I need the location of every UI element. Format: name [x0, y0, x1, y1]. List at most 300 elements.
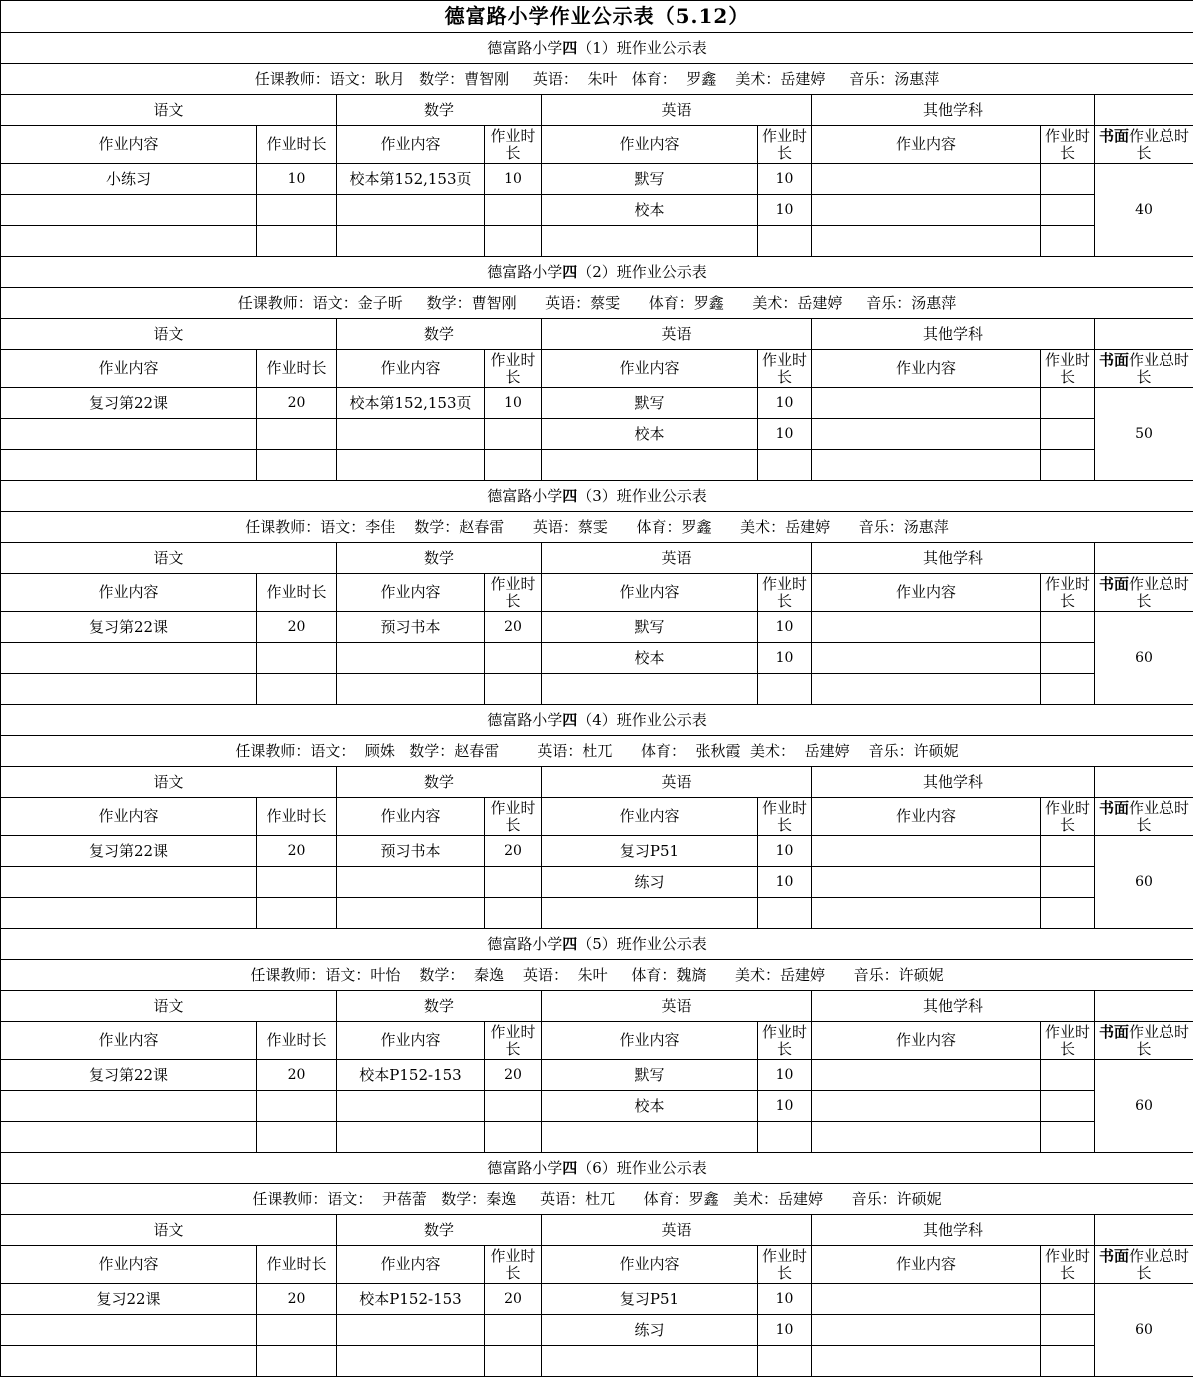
subject-header-yingyu: 英语 — [542, 991, 812, 1022]
cell-qita-content — [812, 836, 1041, 867]
table-row — [1, 164, 1193, 195]
cell-shuxue-duration — [485, 867, 542, 898]
cell-yuwen-duration — [257, 674, 337, 705]
class-title — [1, 481, 1193, 512]
col-header-duration: 作业时长 — [1041, 1022, 1095, 1060]
cell-yingyu-content: 练习 — [542, 867, 758, 898]
subject-header-qita: 其他学科 — [812, 95, 1095, 126]
cell-yuwen-content: 复习第22课 — [1, 612, 257, 643]
col-header-duration: 作业时长 — [257, 1246, 337, 1284]
cell-qita-duration — [1041, 450, 1095, 481]
subject-header-blank — [1095, 991, 1193, 1022]
cell-qita-content — [812, 643, 1041, 674]
cell-yuwen-content — [1, 643, 257, 674]
cell-yuwen-duration — [257, 1122, 337, 1153]
cell-qita-duration — [1041, 1284, 1095, 1315]
cell-shuxue-duration — [485, 674, 542, 705]
col-header-content: 作业内容 — [812, 126, 1041, 164]
cell-yingyu-duration: 10 — [758, 1091, 812, 1122]
col-header-duration: 作业时长 — [485, 574, 542, 612]
cell-qita-content — [812, 1091, 1041, 1122]
class-title-suffix: （4）班作业公示表 — [577, 711, 707, 729]
col-header-duration: 作业时长 — [758, 350, 812, 388]
cell-shuxue-content — [337, 898, 485, 929]
cell-yuwen-content: 复习第22课 — [1, 836, 257, 867]
col-header-content: 作业内容 — [1, 126, 257, 164]
table-row — [1, 450, 1193, 481]
col-header-content: 作业内容 — [337, 350, 485, 388]
cell-yingyu-content: 复习P51 — [542, 836, 758, 867]
cell-yingyu-duration: 10 — [758, 164, 812, 195]
total-label-bold: 书面 — [1099, 575, 1129, 593]
cell-qita-content — [812, 450, 1041, 481]
cell-yuwen-content: 复习第22课 — [1, 1060, 257, 1091]
cell-shuxue-content — [337, 419, 485, 450]
col-header-content: 作业内容 — [337, 1022, 485, 1060]
cell-yuwen-content — [1, 898, 257, 929]
cell-qita-duration — [1041, 1346, 1095, 1377]
cell-qita-content — [812, 1284, 1041, 1315]
cell-yingyu-content — [542, 898, 758, 929]
col-header-duration: 作业时长 — [1041, 350, 1095, 388]
subject-header-blank — [1095, 543, 1193, 574]
class-title-grade: 四 — [562, 487, 577, 505]
cell-shuxue-duration — [485, 643, 542, 674]
class-title — [1, 1153, 1193, 1184]
cell-shuxue-content: 预习书本 — [337, 836, 485, 867]
cell-qita-duration — [1041, 195, 1095, 226]
teachers-row — [1, 736, 1193, 767]
cell-shuxue-duration — [485, 1091, 542, 1122]
cell-qita-duration — [1041, 1315, 1095, 1346]
cell-shuxue-content: 校本第152,153页 — [337, 164, 485, 195]
col-header-content: 作业内容 — [542, 798, 758, 836]
cell-qita-duration — [1041, 836, 1095, 867]
table-row — [1, 867, 1193, 898]
col-header-duration: 作业时长 — [1041, 126, 1095, 164]
subject-header-yingyu: 英语 — [542, 95, 812, 126]
cell-yuwen-content — [1, 1122, 257, 1153]
table-row — [1, 388, 1193, 419]
cell-yingyu-duration: 10 — [758, 419, 812, 450]
cell-shuxue-duration — [485, 450, 542, 481]
col-header-duration: 作业时长 — [485, 350, 542, 388]
cell-shuxue-content — [337, 1122, 485, 1153]
col-header-duration: 作业时长 — [257, 350, 337, 388]
teachers-row — [1, 288, 1193, 319]
teachers-row — [1, 512, 1193, 543]
cell-yingyu-content: 默写 — [542, 164, 758, 195]
cell-qita-duration — [1041, 419, 1095, 450]
class-title-suffix: （2）班作业公示表 — [577, 263, 707, 281]
cell-yuwen-duration — [257, 1315, 337, 1346]
cell-qita-duration — [1041, 612, 1095, 643]
cell-shuxue-duration: 10 — [485, 388, 542, 419]
class-title — [1, 33, 1193, 64]
cell-yuwen-duration: 10 — [257, 164, 337, 195]
cell-total-duration: 40 — [1095, 164, 1193, 257]
teachers-text: 任课教师：语文：李佳 数学：赵春雷 英语：蔡雯 体育：罗鑫 美术：岳建婷 音乐：汤惠萍 — [245, 518, 949, 536]
col-header-duration: 作业时长 — [485, 126, 542, 164]
subject-header-shuxue: 数学 — [337, 95, 542, 126]
table-row — [1, 419, 1193, 450]
cell-yingyu-content — [542, 1346, 758, 1377]
table-row — [1, 674, 1193, 705]
subject-header-yingyu: 英语 — [542, 543, 812, 574]
cell-qita-content — [812, 419, 1041, 450]
col-header-total — [1095, 1022, 1193, 1060]
table-row — [1, 1122, 1193, 1153]
cell-qita-content — [812, 898, 1041, 929]
cell-yingyu-content — [542, 1122, 758, 1153]
cell-yingyu-duration: 10 — [758, 195, 812, 226]
cell-yuwen-content — [1, 419, 257, 450]
subject-header-yingyu: 英语 — [542, 767, 812, 798]
subject-header-blank — [1095, 319, 1193, 350]
cell-yingyu-duration: 10 — [758, 388, 812, 419]
cell-yuwen-content: 小练习 — [1, 164, 257, 195]
total-label-bold: 书面 — [1099, 799, 1129, 817]
total-label-rest: 作业总时长 — [1129, 351, 1189, 386]
cell-shuxue-content: 校本第152,153页 — [337, 388, 485, 419]
subject-header-yuwen: 语文 — [1, 95, 337, 126]
cell-qita-duration — [1041, 674, 1095, 705]
cell-yingyu-duration — [758, 1346, 812, 1377]
cell-yuwen-duration — [257, 450, 337, 481]
cell-yuwen-content — [1, 1315, 257, 1346]
cell-shuxue-content: 预习书本 — [337, 612, 485, 643]
cell-yuwen-content — [1, 1346, 257, 1377]
total-label-rest: 作业总时长 — [1129, 127, 1189, 162]
table-row — [1, 195, 1193, 226]
cell-shuxue-duration — [485, 1315, 542, 1346]
teachers-text: 任课教师：语文：叶怡 数学： 秦逸 英语： 朱叶 体育：魏旖 美术：岳建婷 音乐：许硕妮 — [250, 966, 943, 984]
cell-total-duration: 60 — [1095, 1060, 1193, 1153]
class-title-suffix: （1）班作业公示表 — [577, 39, 707, 57]
cell-qita-duration — [1041, 643, 1095, 674]
teachers-row — [1, 64, 1193, 95]
cell-yingyu-content: 默写 — [542, 1060, 758, 1091]
cell-yingyu-duration: 10 — [758, 867, 812, 898]
cell-qita-duration — [1041, 867, 1095, 898]
cell-qita-duration — [1041, 1060, 1095, 1091]
cell-yuwen-duration — [257, 195, 337, 226]
class-title — [1, 929, 1193, 960]
class-title — [1, 705, 1193, 736]
col-header-content: 作业内容 — [542, 1022, 758, 1060]
cell-yuwen-content — [1, 195, 257, 226]
cell-yuwen-duration: 20 — [257, 836, 337, 867]
cell-qita-duration — [1041, 1091, 1095, 1122]
cell-shuxue-duration — [485, 419, 542, 450]
cell-shuxue-content — [337, 195, 485, 226]
subject-header-yuwen: 语文 — [1, 319, 337, 350]
cell-yingyu-content — [542, 450, 758, 481]
cell-yuwen-duration: 20 — [257, 1060, 337, 1091]
col-header-content: 作业内容 — [812, 574, 1041, 612]
col-header-duration: 作业时长 — [257, 798, 337, 836]
cell-yingyu-duration — [758, 898, 812, 929]
cell-yuwen-content: 复习第22课 — [1, 388, 257, 419]
class-title-grade: 四 — [562, 263, 577, 281]
cell-shuxue-content — [337, 1346, 485, 1377]
cell-yingyu-duration: 10 — [758, 612, 812, 643]
cell-total-duration: 60 — [1095, 836, 1193, 929]
cell-shuxue-content — [337, 674, 485, 705]
teachers-text: 任课教师：语文：金子昕 数学：曹智刚 英语：蔡雯 体育：罗鑫 美术：岳建婷 音乐：汤惠萍 — [238, 294, 957, 312]
cell-yingyu-content — [542, 674, 758, 705]
cell-yingyu-content: 默写 — [542, 388, 758, 419]
table-row — [1, 898, 1193, 929]
col-header-content: 作业内容 — [542, 126, 758, 164]
class-title-grade: 四 — [562, 935, 577, 953]
class-title-prefix: 德富路小学 — [487, 711, 562, 729]
cell-shuxue-content — [337, 1315, 485, 1346]
col-header-duration: 作业时长 — [758, 1246, 812, 1284]
cell-qita-content — [812, 867, 1041, 898]
page-title: 德富路小学作业公示表（5.12） — [1, 1, 1193, 33]
cell-yingyu-duration — [758, 226, 812, 257]
col-header-content: 作业内容 — [812, 1246, 1041, 1284]
subject-header-blank — [1095, 95, 1193, 126]
cell-yuwen-duration — [257, 226, 337, 257]
subject-header-yuwen: 语文 — [1, 991, 337, 1022]
col-header-content: 作业内容 — [1, 1022, 257, 1060]
subject-header-qita: 其他学科 — [812, 767, 1095, 798]
cell-yuwen-duration — [257, 643, 337, 674]
total-label-bold: 书面 — [1099, 351, 1129, 369]
cell-shuxue-content: 校本P152-153 — [337, 1284, 485, 1315]
col-header-content: 作业内容 — [337, 574, 485, 612]
cell-yuwen-duration — [257, 898, 337, 929]
col-header-duration: 作业时长 — [758, 574, 812, 612]
table-row — [1, 1284, 1193, 1315]
subject-header-shuxue: 数学 — [337, 767, 542, 798]
cell-yuwen-duration: 20 — [257, 612, 337, 643]
class-title-prefix: 德富路小学 — [487, 487, 562, 505]
cell-shuxue-duration — [485, 195, 542, 226]
class-title-prefix: 德富路小学 — [487, 263, 562, 281]
cell-yingyu-duration — [758, 674, 812, 705]
col-header-duration: 作业时长 — [257, 126, 337, 164]
subject-header-yuwen: 语文 — [1, 543, 337, 574]
cell-yuwen-duration: 20 — [257, 388, 337, 419]
col-header-total — [1095, 574, 1193, 612]
col-header-duration: 作业时长 — [758, 126, 812, 164]
cell-shuxue-content — [337, 867, 485, 898]
cell-shuxue-duration — [485, 1122, 542, 1153]
col-header-content: 作业内容 — [1, 350, 257, 388]
total-label-bold: 书面 — [1099, 1023, 1129, 1041]
col-header-content: 作业内容 — [337, 798, 485, 836]
cell-yingyu-duration — [758, 450, 812, 481]
cell-shuxue-duration — [485, 1346, 542, 1377]
cell-qita-content — [812, 674, 1041, 705]
cell-qita-duration — [1041, 388, 1095, 419]
cell-qita-content — [812, 1122, 1041, 1153]
cell-yuwen-duration — [257, 1346, 337, 1377]
cell-qita-content — [812, 388, 1041, 419]
col-header-duration: 作业时长 — [257, 1022, 337, 1060]
subject-header-qita: 其他学科 — [812, 543, 1095, 574]
col-header-duration: 作业时长 — [485, 1022, 542, 1060]
class-title-suffix: （6）班作业公示表 — [577, 1159, 707, 1177]
table-row — [1, 643, 1193, 674]
class-title — [1, 257, 1193, 288]
subject-header-shuxue: 数学 — [337, 1215, 542, 1246]
class-title-prefix: 德富路小学 — [487, 935, 562, 953]
cell-shuxue-duration: 20 — [485, 1284, 542, 1315]
cell-yingyu-content: 校本 — [542, 195, 758, 226]
cell-qita-content — [812, 1060, 1041, 1091]
cell-qita-duration — [1041, 1122, 1095, 1153]
subject-header-blank — [1095, 767, 1193, 798]
cell-yuwen-duration: 20 — [257, 1284, 337, 1315]
class-title-grade: 四 — [562, 39, 577, 57]
cell-yingyu-content: 默写 — [542, 612, 758, 643]
subject-header-yingyu: 英语 — [542, 1215, 812, 1246]
col-header-content: 作业内容 — [337, 1246, 485, 1284]
class-title-grade: 四 — [562, 1159, 577, 1177]
teachers-text: 任课教师：语文： 尹蓓蕾 数学：秦逸 英语：杜兀 体育：罗鑫 美术：岳建婷 音乐：许硕妮 — [252, 1190, 941, 1208]
cell-qita-duration — [1041, 164, 1095, 195]
class-title-grade: 四 — [562, 711, 577, 729]
cell-qita-content — [812, 1346, 1041, 1377]
cell-total-duration: 50 — [1095, 388, 1193, 481]
subject-header-yuwen: 语文 — [1, 1215, 337, 1246]
cell-yuwen-duration — [257, 419, 337, 450]
col-header-duration: 作业时长 — [758, 798, 812, 836]
col-header-content: 作业内容 — [542, 350, 758, 388]
cell-total-duration: 60 — [1095, 1284, 1193, 1377]
cell-qita-content — [812, 612, 1041, 643]
cell-shuxue-content: 校本P152-153 — [337, 1060, 485, 1091]
table-row — [1, 1060, 1193, 1091]
cell-yingyu-duration: 10 — [758, 1315, 812, 1346]
col-header-duration: 作业时长 — [1041, 798, 1095, 836]
col-header-total — [1095, 1246, 1193, 1284]
table-row — [1, 226, 1193, 257]
subject-header-qita: 其他学科 — [812, 1215, 1095, 1246]
cell-qita-content — [812, 164, 1041, 195]
cell-yingyu-duration: 10 — [758, 1284, 812, 1315]
table-row — [1, 1091, 1193, 1122]
cell-shuxue-duration: 20 — [485, 836, 542, 867]
cell-qita-duration — [1041, 226, 1095, 257]
cell-shuxue-content — [337, 1091, 485, 1122]
col-header-total — [1095, 798, 1193, 836]
col-header-content: 作业内容 — [542, 574, 758, 612]
subject-header-yuwen: 语文 — [1, 767, 337, 798]
subject-header-qita: 其他学科 — [812, 991, 1095, 1022]
subject-header-shuxue: 数学 — [337, 543, 542, 574]
cell-qita-content — [812, 1315, 1041, 1346]
cell-total-duration: 60 — [1095, 612, 1193, 705]
col-header-duration: 作业时长 — [758, 1022, 812, 1060]
total-label-rest: 作业总时长 — [1129, 1023, 1189, 1058]
col-header-content: 作业内容 — [812, 1022, 1041, 1060]
cell-shuxue-duration: 20 — [485, 1060, 542, 1091]
cell-qita-duration — [1041, 898, 1095, 929]
cell-shuxue-content — [337, 226, 485, 257]
cell-yingyu-content: 校本 — [542, 643, 758, 674]
col-header-content: 作业内容 — [812, 798, 1041, 836]
col-header-duration: 作业时长 — [1041, 1246, 1095, 1284]
subject-header-shuxue: 数学 — [337, 991, 542, 1022]
table-row — [1, 1315, 1193, 1346]
col-header-total — [1095, 126, 1193, 164]
col-header-content: 作业内容 — [1, 574, 257, 612]
teachers-row — [1, 960, 1193, 991]
cell-qita-content — [812, 226, 1041, 257]
cell-shuxue-content — [337, 450, 485, 481]
cell-yingyu-duration — [758, 1122, 812, 1153]
col-header-content: 作业内容 — [337, 126, 485, 164]
class-title-suffix: （3）班作业公示表 — [577, 487, 707, 505]
subject-header-yingyu: 英语 — [542, 319, 812, 350]
total-label-rest: 作业总时长 — [1129, 1247, 1189, 1282]
class-title-prefix: 德富路小学 — [487, 1159, 562, 1177]
cell-yingyu-content: 校本 — [542, 419, 758, 450]
cell-yingyu-content: 复习P51 — [542, 1284, 758, 1315]
cell-yuwen-duration — [257, 867, 337, 898]
cell-shuxue-content — [337, 643, 485, 674]
class-title-suffix: （5）班作业公示表 — [577, 935, 707, 953]
teachers-text: 任课教师：语文： 顾姝 数学：赵春雷 英语：杜兀 体育： 张秋霞 美术： 岳建婷 音乐：许硕妮 — [235, 742, 958, 760]
cell-yingyu-duration: 10 — [758, 1060, 812, 1091]
col-header-total — [1095, 350, 1193, 388]
teachers-row — [1, 1184, 1193, 1215]
cell-yingyu-content: 练习 — [542, 1315, 758, 1346]
cell-yuwen-duration — [257, 1091, 337, 1122]
col-header-content: 作业内容 — [812, 350, 1041, 388]
total-label-rest: 作业总时长 — [1129, 799, 1189, 834]
cell-yuwen-content — [1, 226, 257, 257]
subject-header-blank — [1095, 1215, 1193, 1246]
table-row — [1, 836, 1193, 867]
col-header-content: 作业内容 — [1, 798, 257, 836]
col-header-duration: 作业时长 — [1041, 574, 1095, 612]
cell-shuxue-duration: 20 — [485, 612, 542, 643]
class-title-prefix: 德富路小学 — [487, 39, 562, 57]
cell-yingyu-content — [542, 226, 758, 257]
col-header-content: 作业内容 — [542, 1246, 758, 1284]
cell-yuwen-content — [1, 674, 257, 705]
cell-yuwen-content: 复习22课 — [1, 1284, 257, 1315]
col-header-duration: 作业时长 — [257, 574, 337, 612]
total-label-bold: 书面 — [1099, 1247, 1129, 1265]
cell-yingyu-duration: 10 — [758, 836, 812, 867]
cell-yuwen-content — [1, 450, 257, 481]
table-row — [1, 1346, 1193, 1377]
cell-shuxue-duration — [485, 226, 542, 257]
cell-shuxue-duration: 10 — [485, 164, 542, 195]
subject-header-shuxue: 数学 — [337, 319, 542, 350]
cell-yingyu-duration: 10 — [758, 643, 812, 674]
total-label-rest: 作业总时长 — [1129, 575, 1189, 610]
subject-header-qita: 其他学科 — [812, 319, 1095, 350]
cell-shuxue-duration — [485, 898, 542, 929]
cell-yingyu-content: 校本 — [542, 1091, 758, 1122]
table-row — [1, 612, 1193, 643]
teachers-text: 任课教师：语文：耿月 数学：曹智刚 英语： 朱叶 体育： 罗鑫 美术：岳建婷 音乐：汤惠萍 — [255, 70, 939, 88]
col-header-duration: 作业时长 — [485, 798, 542, 836]
cell-yuwen-content — [1, 1091, 257, 1122]
cell-yuwen-content — [1, 867, 257, 898]
total-label-bold: 书面 — [1099, 127, 1129, 145]
col-header-content: 作业内容 — [1, 1246, 257, 1284]
cell-qita-content — [812, 195, 1041, 226]
